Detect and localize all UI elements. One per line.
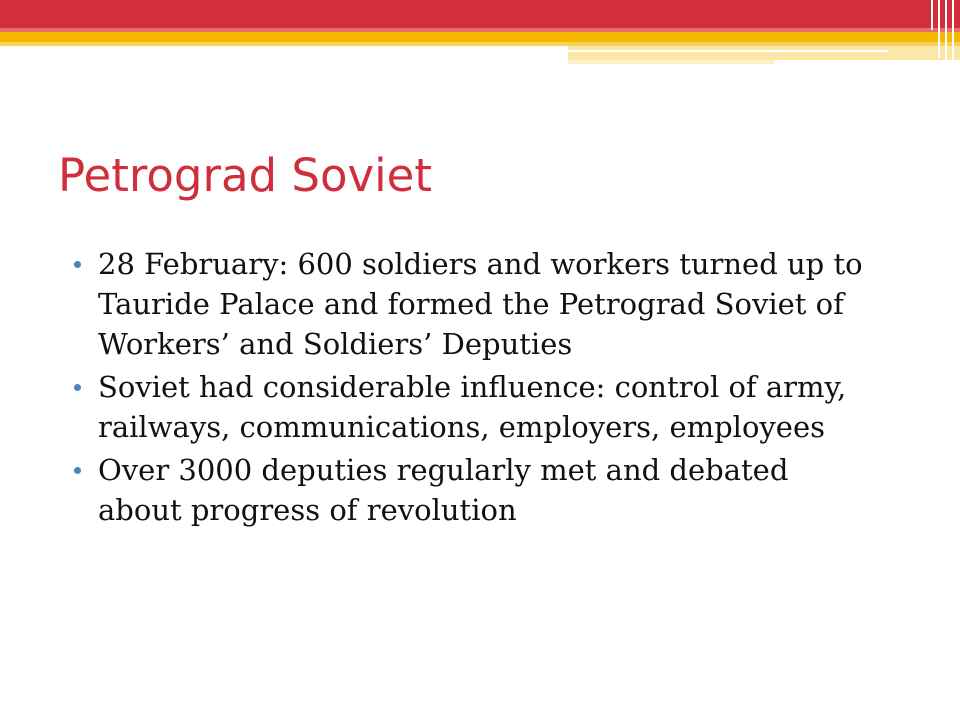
header-stripe: [931, 0, 933, 30]
bullet-text: Soviet had considerable influence: control of army, railways, communications, employers, employees: [98, 370, 847, 444]
slide-title: Petrograd Soviet: [58, 149, 432, 202]
header-stripe: [945, 0, 947, 66]
header-yellow-bar: [0, 32, 960, 42]
bullet-dot-icon: [74, 261, 81, 268]
header-stripe: [938, 0, 940, 58]
bullet-item: [60, 367, 880, 447]
bullet-list: [60, 244, 880, 533]
bullet-item: [60, 244, 880, 364]
bullet-item: [60, 450, 880, 530]
bullet-text: Over 3000 deputies regularly met and debated about progress of revolution: [98, 453, 789, 527]
header-white-line: [568, 50, 888, 52]
header-stripe: [952, 0, 954, 74]
bullet-text: 28 February: 600 soldiers and workers turned up to Tauride Palace and formed the Petrograd Soviet of Workers’ and Soldiers’ Deputies: [98, 247, 863, 361]
header-yellow-faint-bar: [568, 60, 774, 64]
header-red-bar: [0, 0, 960, 28]
bullet-dot-icon: [74, 467, 81, 474]
header-yellow-light-bar: [568, 46, 960, 60]
bullet-dot-icon: [74, 384, 81, 391]
